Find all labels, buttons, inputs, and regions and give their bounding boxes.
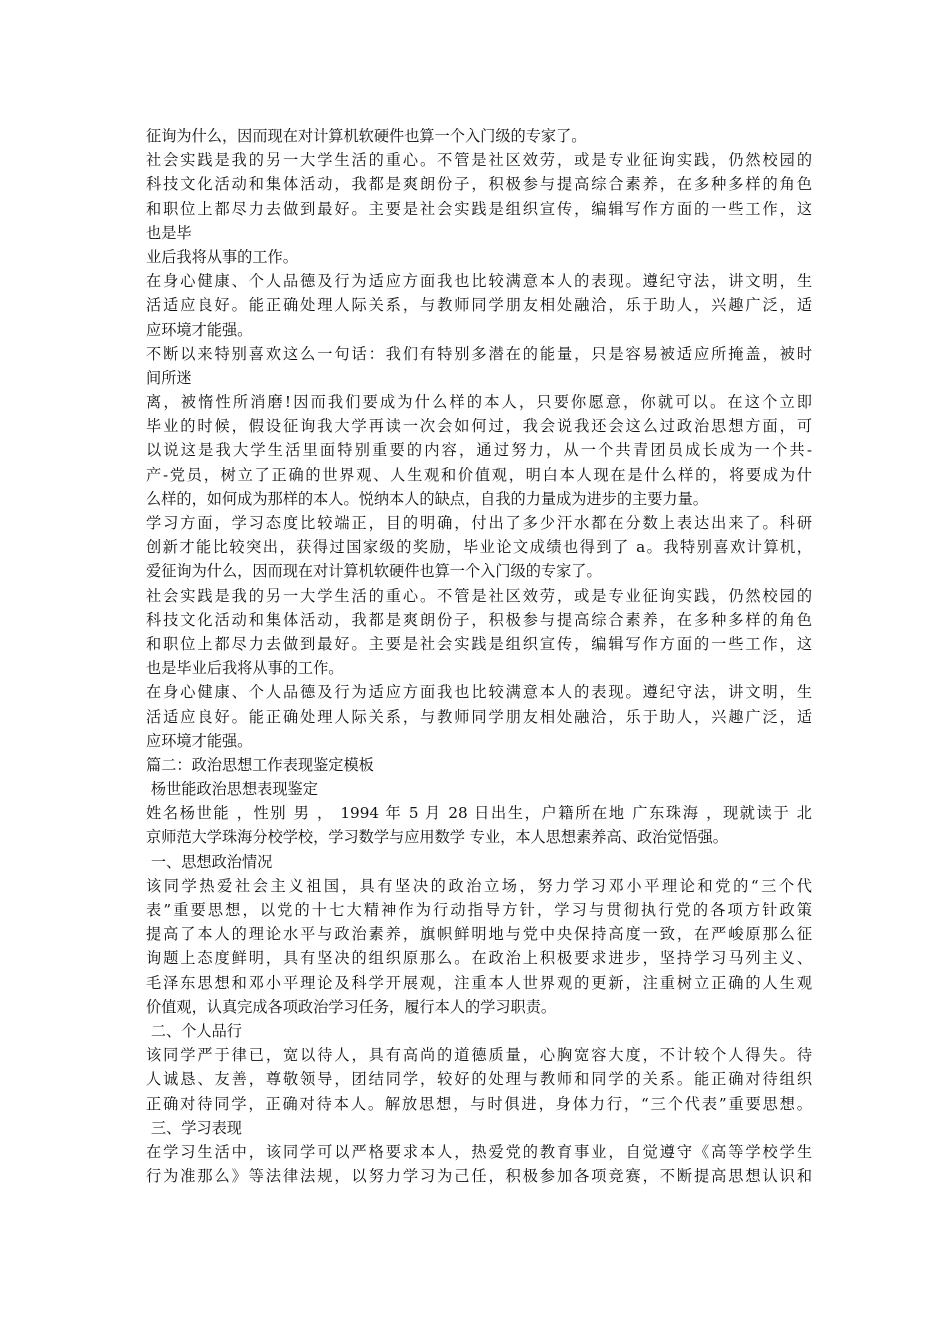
text-line: 也是毕业后我将从事的工作。 bbox=[146, 659, 344, 678]
text-line: 以说这是我大学生活里面特别重要的内容，通过努力，从一个共青团员成长成为一个共- bbox=[146, 441, 812, 460]
section-heading: 三、学习表现 bbox=[146, 1118, 242, 1137]
text-line: 活适应良好。能正确处理人际关系，与教师同学朋友相处融洽，乐于助人，兴趣广泛，适 bbox=[146, 707, 812, 726]
text-line: 该同学严于律已，宽以待人，具有高尚的道德质量，心胸宽容大度，不计较个人得失。待 bbox=[146, 1046, 812, 1065]
text-line: 产-党员，树立了正确的世界观、人生观和价值观，明白本人现在是什么样的，将要成为什 bbox=[146, 465, 812, 484]
text-line: 离，被惰性所消磨!因而我们要成为什么样的本人，只要你愿意，你就可以。在这个立即 bbox=[146, 393, 812, 412]
text-line: 和职位上都尽力去做到最好。主要是社会实践是组织宣传，编辑写作方面的一些工作，这 bbox=[146, 199, 812, 218]
text-line: 不断以来特别喜欢这么一句话：我们有特别多潜在的能量，只是容易被适应所掩盖，被时 bbox=[146, 344, 812, 363]
text-line: 征询为什么，因而现在对计算机软硬件也算一个入门级的专家了。 bbox=[146, 127, 587, 145]
text-line: 社会实践是我的另一大学生活的重心。不管是社区效劳，或是专业征询实践，仍然校园的 bbox=[146, 151, 812, 170]
text-line: 姓名杨世能 ，性别 男 ， 1994 年 5 月 28 日出生，户籍所在地 广东珠海 ，现就读于 北 bbox=[146, 804, 812, 823]
text-line: 和职位上都尽力去做到最好。主要是社会实践是组织宣传，编辑写作方面的一些工作，这 bbox=[146, 634, 812, 653]
text-line: 在身心健康、个人品德及行为适应方面我也比较满意本人的表现。遵纪守法，讲文明，生 bbox=[146, 683, 812, 702]
document-title: 杨世能政治思想表现鉴定 bbox=[146, 780, 318, 799]
text-line: 么样的，如何成为那样的本人。悦纳本人的缺点，自我的力量成为进步的主要力量。 bbox=[146, 489, 708, 508]
text-line: 创新才能比较突出，获得过国家级的奖励，毕业论文成绩也得到了 a。我特别喜欢计算机， bbox=[146, 538, 812, 557]
text-line: 询题上态度鲜明，具有坚决的组织原那么。在政治上积极要求进步，坚持学习马列主义、 bbox=[146, 949, 812, 968]
text-line: 社会实践是我的另一大学生活的重心。不管是社区效劳，或是专业征询实践，仍然校园的 bbox=[146, 586, 812, 605]
text-line: 在学习生活中，该同学可以严格要求本人，热爱党的教育事业，自觉遵守《高等学校学生 bbox=[146, 1142, 812, 1161]
text-line: 在身心健康、个人品德及行为适应方面我也比较满意本人的表现。遵纪守法，讲文明，生 bbox=[146, 272, 812, 291]
text-line: 爱征询为什么，因而现在对计算机软硬件也算一个入门级的专家了。 bbox=[146, 562, 602, 581]
section-heading: 二、个人品行 bbox=[146, 1021, 242, 1040]
text-line: 表”重要思想，以党的十七大精神作为行动指导方针，学习与贯彻执行党的各项方针政策 bbox=[146, 901, 812, 919]
text-line: 科技文化活动和集体活动，我都是爽朗份子，积极参与提高综合素养，在多种多样的角色 bbox=[146, 610, 812, 629]
text-line: 应环境才能强。 bbox=[146, 731, 253, 750]
text-line: 价值观，认真完成各项政治学习任务，履行本人的学习职责。 bbox=[146, 997, 557, 1016]
text-line: 业后我将从事的工作。 bbox=[146, 247, 298, 266]
text-line: 学习方面，学习态度比较端正，目的明确，付出了多少汗水都在分数上表达出来了。科研 bbox=[146, 514, 812, 532]
document-page bbox=[146, 124, 812, 1188]
section-heading: 篇二：政治思想工作表现鉴定模板 bbox=[146, 755, 374, 774]
text-line: 提高了本人的理论水平与政治素养，旗帜鲜明地与党中央保持高度一致，在严峻原那么征 bbox=[146, 925, 812, 944]
text-line: 京师范大学珠海分校学校，学习数学与应用数学 专业，本人思想素养高、政治觉悟强。 bbox=[146, 828, 728, 847]
text-line: 间所迷 bbox=[146, 368, 192, 387]
text-line: 科技文化活动和集体活动，我都是爽朗份子，积极参与提高综合素养，在多种多样的角色 bbox=[146, 175, 812, 194]
text-line: 行为准那么》等法律法规，以努力学习为己任，积极参加各项竞赛，不断提高思想认识和 bbox=[146, 1167, 812, 1186]
text-line: 人诚恳、友善，尊敬领导，团结同学，较好的处理与教师和同学的关系。能正确对待组织 bbox=[146, 1070, 812, 1089]
section-heading: 一、思想政治情况 bbox=[146, 852, 273, 871]
text-line: 活适应良好。能正确处理人际关系，与教师同学朋友相处融洽，乐于助人，兴趣广泛，适 bbox=[146, 296, 812, 315]
text-line: 应环境才能强。 bbox=[146, 320, 253, 339]
text-line: 毛泽东思想和邓小平理论及科学开展观，注重本人世界观的更新，注重树立正确的人生观 bbox=[146, 973, 812, 992]
text-line: 毕业的时候，假设征询我大学再读一次会如何过，我会说我还会这么过政治思想方面，可 bbox=[146, 417, 812, 436]
text-line: 正确对待同学，正确对待本人。解放思想，与时俱进，身体力行，“三个代表”重要思想。 bbox=[146, 1094, 812, 1113]
text-line: 该同学热爱社会主义祖国，具有坚决的政治立场，努力学习邓小平理论和党的“三个代 bbox=[146, 876, 812, 895]
text-line: 也是毕 bbox=[146, 223, 192, 242]
